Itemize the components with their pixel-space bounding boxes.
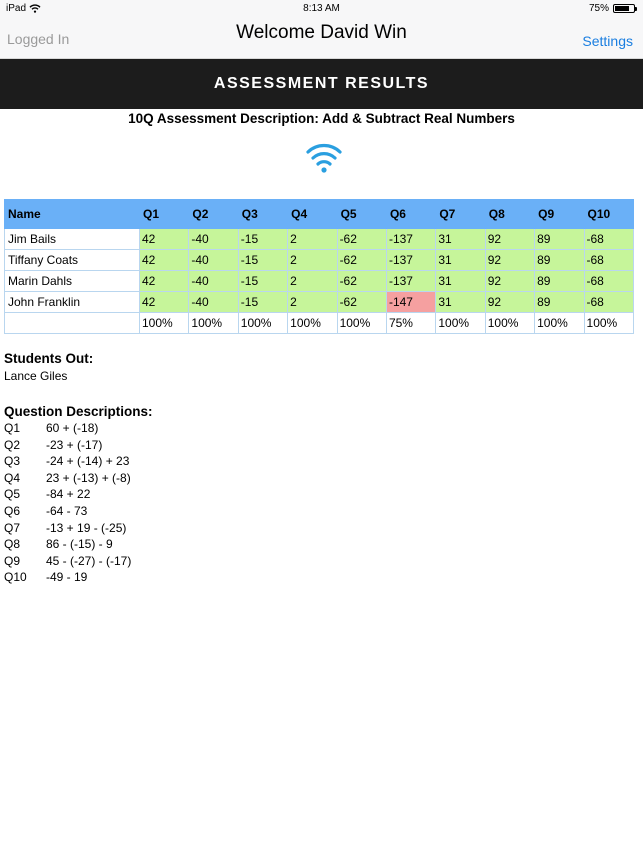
- answer-cell: 42: [140, 271, 189, 292]
- student-name: John Franklin: [5, 292, 140, 313]
- answer-cell: 2: [288, 292, 337, 313]
- percentage-cell: 100%: [535, 313, 584, 334]
- answer-cell: 92: [485, 229, 534, 250]
- table-row[interactable]: [5, 250, 634, 271]
- answer-cell: 42: [140, 229, 189, 250]
- question-number: Q7: [4, 520, 21, 535]
- list-item: [4, 521, 131, 538]
- column-header-q9: Q9: [535, 200, 584, 229]
- question-number: Q8: [4, 537, 21, 552]
- question-text: -13 + 19 - (-25): [46, 520, 127, 535]
- answer-cell: -62: [337, 292, 386, 313]
- question-text: 45 - (-27) - (-17): [46, 553, 132, 568]
- answer-cell: -40: [189, 292, 238, 313]
- answer-cell: -68: [584, 229, 633, 250]
- answer-cell: 89: [535, 229, 584, 250]
- question-number: Q2: [4, 437, 21, 452]
- answer-cell: -137: [386, 229, 435, 250]
- question-number: Q1: [4, 421, 21, 435]
- table-row[interactable]: [5, 271, 634, 292]
- answer-cell: 31: [436, 229, 485, 250]
- table-row[interactable]: [5, 292, 634, 313]
- list-item: [4, 537, 131, 554]
- list-item: [4, 487, 131, 504]
- list-item: [4, 554, 131, 571]
- list-item: [4, 421, 131, 438]
- percentage-cell: 100%: [436, 313, 485, 334]
- column-header-q7: Q7: [436, 200, 485, 229]
- column-header-q4: Q4: [288, 200, 337, 229]
- answer-cell: -137: [386, 271, 435, 292]
- question-text: -23 + (-17): [46, 437, 103, 452]
- list-item: [4, 454, 131, 471]
- answer-cell: -62: [337, 229, 386, 250]
- column-header-name: Name: [5, 200, 140, 229]
- answer-cell: -68: [584, 250, 633, 271]
- answer-cell: -137: [386, 250, 435, 271]
- question-text: -84 + 22: [46, 487, 91, 502]
- answer-cell: 89: [535, 250, 584, 271]
- battery-indicator: [589, 3, 635, 14]
- list-item: [4, 438, 131, 455]
- navigation-bar: [0, 18, 643, 59]
- percentage-cell: 75%: [386, 313, 435, 334]
- column-header-q8: Q8: [485, 200, 534, 229]
- student-name: Tiffany Coats: [5, 250, 140, 271]
- answer-cell: -15: [238, 292, 287, 313]
- answer-cell: 2: [288, 271, 337, 292]
- carrier-label: iPad: [6, 3, 27, 14]
- column-header-q3: Q3: [238, 200, 287, 229]
- column-header-q2: Q2: [189, 200, 238, 229]
- answer-cell: -15: [238, 271, 287, 292]
- percentage-cell: 100%: [288, 313, 337, 334]
- percentage-cell: 100%: [189, 313, 238, 334]
- list-item: [4, 570, 131, 587]
- question-number: Q6: [4, 503, 21, 518]
- answer-cell: 92: [485, 271, 534, 292]
- page-title: Welcome David Win: [236, 22, 407, 43]
- answer-cell: -40: [189, 229, 238, 250]
- wifi-icon: [304, 139, 344, 175]
- answer-cell: -40: [189, 271, 238, 292]
- answer-cell: -62: [337, 250, 386, 271]
- question-text: -49 - 19: [46, 570, 88, 585]
- student-name: Jim Bails: [5, 229, 140, 250]
- answer-cell: 31: [436, 292, 485, 313]
- percentage-cell: 100%: [485, 313, 534, 334]
- question-list: [4, 421, 131, 587]
- students-out-heading: Students Out:: [4, 351, 94, 366]
- results-table: [4, 199, 634, 334]
- settings-button[interactable]: Settings: [582, 33, 633, 49]
- battery-icon: [613, 4, 635, 13]
- column-header-q1: Q1: [140, 200, 189, 229]
- table-header-row: [5, 200, 634, 229]
- question-text: 86 - (-15) - 9: [46, 537, 113, 552]
- answer-cell: 42: [140, 292, 189, 313]
- answer-cell: 31: [436, 250, 485, 271]
- percentage-cell: 100%: [140, 313, 189, 334]
- answer-cell: -68: [584, 292, 633, 313]
- status-bar: [0, 0, 643, 18]
- answer-cell: -40: [189, 250, 238, 271]
- questions-heading-wrap: [4, 404, 153, 419]
- students-out-section: [4, 351, 93, 383]
- questions-heading: Question Descriptions:: [4, 404, 153, 419]
- answer-cell: -15: [238, 229, 287, 250]
- answer-cell-incorrect: -147: [386, 292, 435, 313]
- percentage-row: [5, 313, 634, 334]
- login-status: Logged In: [7, 31, 70, 47]
- student-name: Marin Dahls: [5, 271, 140, 292]
- percentage-label-cell: [5, 313, 140, 334]
- question-number: Q5: [4, 487, 21, 502]
- answer-cell: 2: [288, 250, 337, 271]
- percentage-cell: 100%: [584, 313, 633, 334]
- question-text: -64 - 73: [46, 503, 88, 518]
- question-text: 23 + (-13) + (-8): [46, 470, 131, 485]
- question-number: Q4: [4, 470, 21, 485]
- answer-cell: -62: [337, 271, 386, 292]
- answer-cell: 2: [288, 229, 337, 250]
- answer-cell: 92: [485, 250, 534, 271]
- answer-cell: 92: [485, 292, 534, 313]
- answer-cell: 89: [535, 292, 584, 313]
- status-time: 8:13 AM: [303, 3, 340, 14]
- question-text: -24 + (-14) + 23: [46, 454, 130, 469]
- question-number: Q3: [4, 454, 21, 469]
- column-header-q10: Q10: [584, 200, 633, 229]
- answer-cell: -15: [238, 250, 287, 271]
- assessment-description: 10Q Assessment Description: Add & Subtract Real Numbers: [128, 111, 515, 126]
- percentage-cell: 100%: [238, 313, 287, 334]
- battery-percent: 75%: [588, 3, 609, 14]
- answer-cell: 42: [140, 250, 189, 271]
- question-text: 60 + (-18): [46, 421, 99, 435]
- students-out-names: Lance Giles: [4, 369, 68, 383]
- banner-title: ASSESSMENT RESULTS: [213, 75, 430, 92]
- answer-cell: 31: [436, 271, 485, 292]
- list-item: [4, 504, 131, 521]
- percentage-cell: 100%: [337, 313, 386, 334]
- question-number: Q10: [4, 570, 27, 585]
- section-banner: [0, 59, 643, 109]
- column-header-q6: Q6: [386, 200, 435, 229]
- answer-cell: 89: [535, 271, 584, 292]
- table-row[interactable]: [5, 229, 634, 250]
- question-number: Q9: [4, 553, 21, 568]
- column-header-q5: Q5: [337, 200, 386, 229]
- answer-cell: -68: [584, 271, 633, 292]
- list-item: [4, 471, 131, 488]
